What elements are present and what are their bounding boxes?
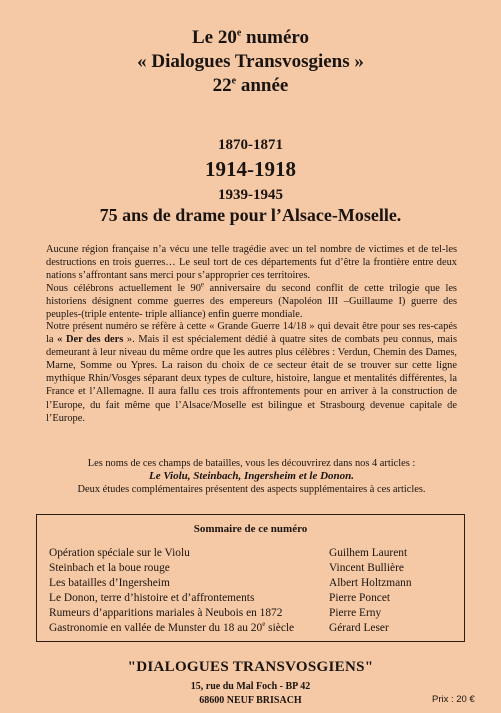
toc-author: Pierre Erny xyxy=(329,607,382,619)
years-1939: 1939-1945 xyxy=(218,187,283,203)
toc-author: Albert Holtzmann xyxy=(329,577,412,589)
toc-article: Opération spéciale sur le Violu xyxy=(49,547,190,559)
issue-paragraph xyxy=(46,320,457,425)
issue-text-post: ». Mais il est spécialement dédié à quatre sites de combats peu connus, mais demeurant à leur niveau du même ordre que les autres plus célèbres : Verdun, Chemin des Dames, Marne, Somme ou Ypres. La raison du choix de ce secteur était de se trouver sur cette ligne mythique Rhin/Vosges séparant deux types de culture, histoire, langue et mentalités différentes, la France et l’Allemagne. Il aura fallu ces trois affrontements pour en arriver à la construction de l’Europe, du fait même que l’Alsace/Moselle est bilingue et Strasbourg devenue capitale de l’Europe. xyxy=(46,334,457,424)
articles-note xyxy=(46,457,457,496)
der-des-ders: « Der des ders xyxy=(57,334,124,346)
drame-heading: 75 ans de drame pour l’Alsace-Moselle. xyxy=(99,205,402,225)
toc-author: Gérard Leser xyxy=(329,622,389,634)
intro-text-a: Aucune région française n’a vécu une telle tragédie avec un tel nombre de victimes et de tel-les destructions en trois guerres… Le seul tort de ces départements fut d’être la frontière entre deux nations s’affrontant sans merci pour s’approprier ces territoires. xyxy=(46,244,457,282)
address-city: 68600 NEUF BRISACH xyxy=(199,695,302,706)
year-number: 22 xyxy=(212,75,232,96)
year-title xyxy=(0,74,501,98)
publisher-name: "DIALOGUES TRANSVOSGIENS" xyxy=(127,659,374,675)
articles-extra: Deux études complémentaires présentent des aspects supplémentaires à ces articles. xyxy=(77,484,426,495)
toc-article: Steinbach et la boue rouge xyxy=(49,562,170,574)
publisher-address xyxy=(0,680,501,708)
intro-b-post: anniversaire du second conflit de cette trilogie que les historiens désignent comme guerres des empereurs (Napoléon III –Guillaume I) guerre des peuples-(triple entente- triple alliance) enfin guerre mondiale. xyxy=(46,283,457,321)
title-block xyxy=(0,26,501,98)
toc-article xyxy=(49,621,294,636)
superscript: e xyxy=(200,280,204,289)
year-suffix: année xyxy=(236,75,289,96)
issue-text-pre: Notre présent numéro se réfère à cette « Grande Guerre 14/18 » qui devait être pour ses res-capés la xyxy=(46,321,457,346)
address-street: 15, rue du Mal Foch - BP 42 xyxy=(190,681,311,692)
toc-article-post: siècle xyxy=(265,622,295,634)
issue-number-text: Le 20 xyxy=(191,27,237,48)
intro-text-b xyxy=(46,280,457,321)
toc-author: Vincent Bullière xyxy=(329,562,404,574)
toc-article: Le Donon, terre d’histoire et d’affrontements xyxy=(49,592,255,604)
superscript: e xyxy=(262,620,266,629)
publisher-footer xyxy=(0,658,501,708)
superscript: e xyxy=(231,75,237,87)
superscript: e xyxy=(236,27,242,39)
toc-title: Sommaire de ce numéro xyxy=(193,523,308,535)
intro-b-pre: Nous célébrons actuellement le 90 xyxy=(46,283,201,295)
toc-author: Pierre Poncet xyxy=(329,592,391,604)
toc-article: Rumeurs d’apparitions mariales à Neubois en 1872 xyxy=(49,607,283,619)
war-years xyxy=(0,136,501,226)
table-of-contents xyxy=(36,514,465,642)
years-1870: 1870-1871 xyxy=(218,137,283,153)
intro-paragraph xyxy=(46,243,457,322)
journal-title: « Dialogues Transvosgiens » xyxy=(137,51,364,72)
articles-sites: Le Violu, Steinbach, Ingersheim et le Donon. xyxy=(148,470,355,482)
issue-number-suffix: numéro xyxy=(241,27,310,48)
years-1914: 1914-1918 xyxy=(205,157,296,181)
issue-number-title xyxy=(0,26,501,50)
toc-author: Guilhem Laurent xyxy=(329,547,408,559)
toc-article-pre: Gastronomie en vallée de Munster du 18 au 20 xyxy=(49,622,263,634)
toc-article: Les batailles d’Ingersheim xyxy=(49,577,170,589)
articles-intro: Les noms de ces champs de batailles, vous les découvrirez dans nos 4 articles : xyxy=(87,458,416,469)
price-label: Prix : 20 € xyxy=(432,694,475,705)
